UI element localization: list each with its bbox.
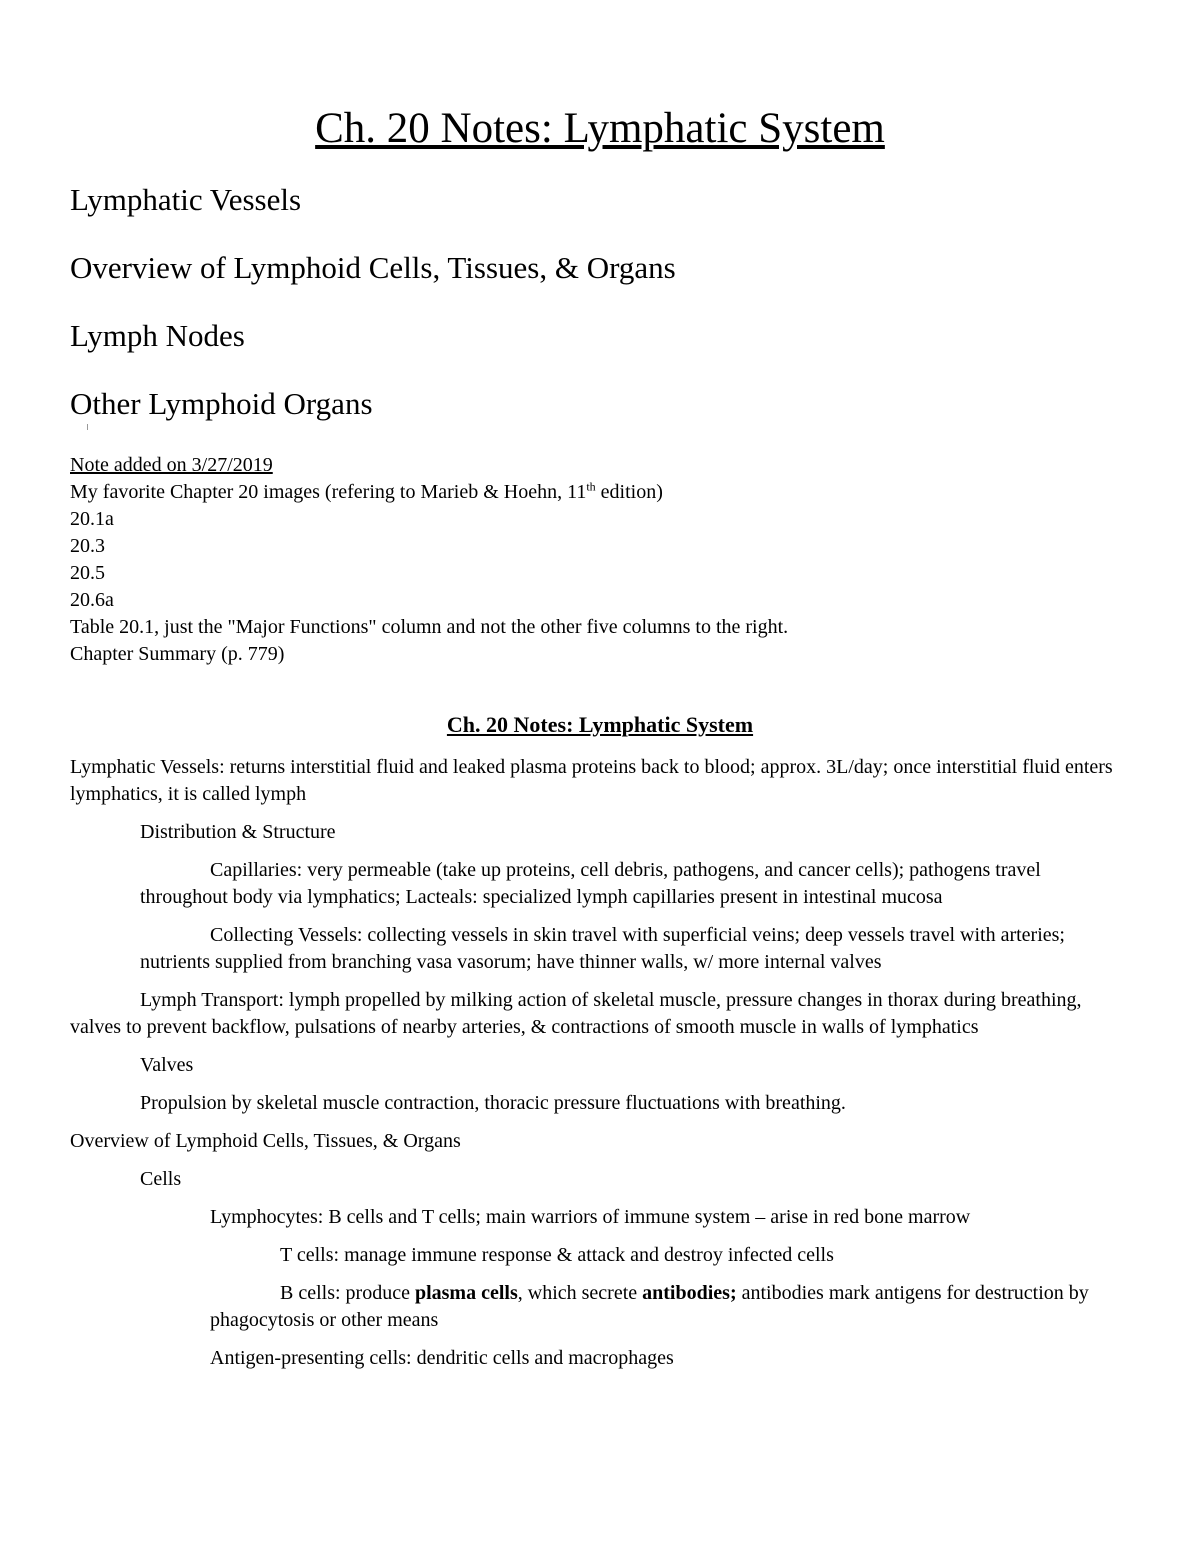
topic-outline [70, 180, 1130, 452]
bcells-bold-term: antibodies; [642, 1282, 737, 1304]
bcells-bold-term: plasma cells [414, 1282, 518, 1304]
text-cursor-mark [87, 424, 88, 430]
figure-ref: 20.1a [70, 508, 114, 530]
figure-ref: 20.6a [70, 589, 114, 611]
favorites-prefix: My favorite Chapter 20 images (refering to Marieb & Hoehn, 11 [70, 481, 587, 503]
favorites-superscript: th [586, 479, 596, 494]
page-title: Ch. 20 Notes: Lymphatic System [315, 105, 885, 152]
note-heading: Note added on 3/27/2019 [70, 454, 273, 476]
notes-body [70, 754, 1122, 1383]
collecting-paragraph: Collecting Vessels: collecting vessels in skin travel with superficial veins; deep vessels travel with arteries; nutrients supplied from branching vasa vasorum; have thinner walls, w/ more internal valves [140, 924, 1065, 973]
favorites-line [70, 479, 1130, 506]
figure-ref: 20.5 [70, 562, 105, 584]
lymphocytes-paragraph: Lymphocytes: B cells and T cells; main warriors of immune system – arise in red bone marrow [210, 1206, 971, 1228]
vessels-paragraph: Lymphatic Vessels: returns interstitial fluid and leaked plasma proteins back to blood; approx. 3L/day; once interstitial fluid enters lymphatics, it is called lymph [70, 756, 1113, 805]
capillaries-paragraph: Capillaries: very permeable (take up proteins, cell debris, pathogens, and cancer cells); pathogens travel throughout body via lymphatics; Lacteals: specialized lymph capillaries present in intestinal mucosa [140, 859, 1041, 908]
bcells-paragraph [70, 1280, 1122, 1334]
bcells-text: B cells: produce [280, 1282, 415, 1304]
outline-item: Lymph Nodes [70, 318, 245, 353]
section-title: Ch. 20 Notes: Lymphatic System [446, 712, 754, 737]
outline-item: Other Lymphoid Organs [70, 386, 373, 421]
cells-heading: Cells [140, 1168, 182, 1190]
figure-ref: 20.3 [70, 535, 105, 557]
note-block [70, 452, 1130, 668]
table-ref: Table 20.1, just the "Major Functions" column and not the other five columns to the right. [70, 616, 789, 638]
summary-ref: Chapter Summary (p. 779) [70, 643, 285, 665]
favorites-suffix: edition) [595, 481, 663, 503]
overview-heading: Overview of Lymphoid Cells, Tissues, & Organs [70, 1130, 461, 1152]
apc-paragraph: Antigen-presenting cells: dendritic cells and macrophages [210, 1347, 674, 1369]
transport-paragraph: Lymph Transport: lymph propelled by milking action of skeletal muscle, pressure changes in thorax during breathing, valves to prevent backflow, pulsations of nearby arteries, & contractions of smooth muscle in walls of lymphatics [70, 989, 1082, 1038]
tcells-paragraph: T cells: manage immune response & attack and destroy infected cells [280, 1244, 834, 1266]
propulsion-paragraph: Propulsion by skeletal muscle contraction, thoracic pressure fluctuations with breathing. [140, 1092, 846, 1114]
outline-item: Overview of Lymphoid Cells, Tissues, & Organs [70, 250, 676, 285]
bcells-text: , which secrete [517, 1282, 643, 1304]
outline-item: Lymphatic Vessels [70, 182, 302, 217]
bcells-text: antibodies mark antigens for destruction by phagocytosis or other means [210, 1282, 1089, 1331]
valves-heading: Valves [140, 1054, 194, 1076]
distribution-heading: Distribution & Structure [140, 821, 336, 843]
